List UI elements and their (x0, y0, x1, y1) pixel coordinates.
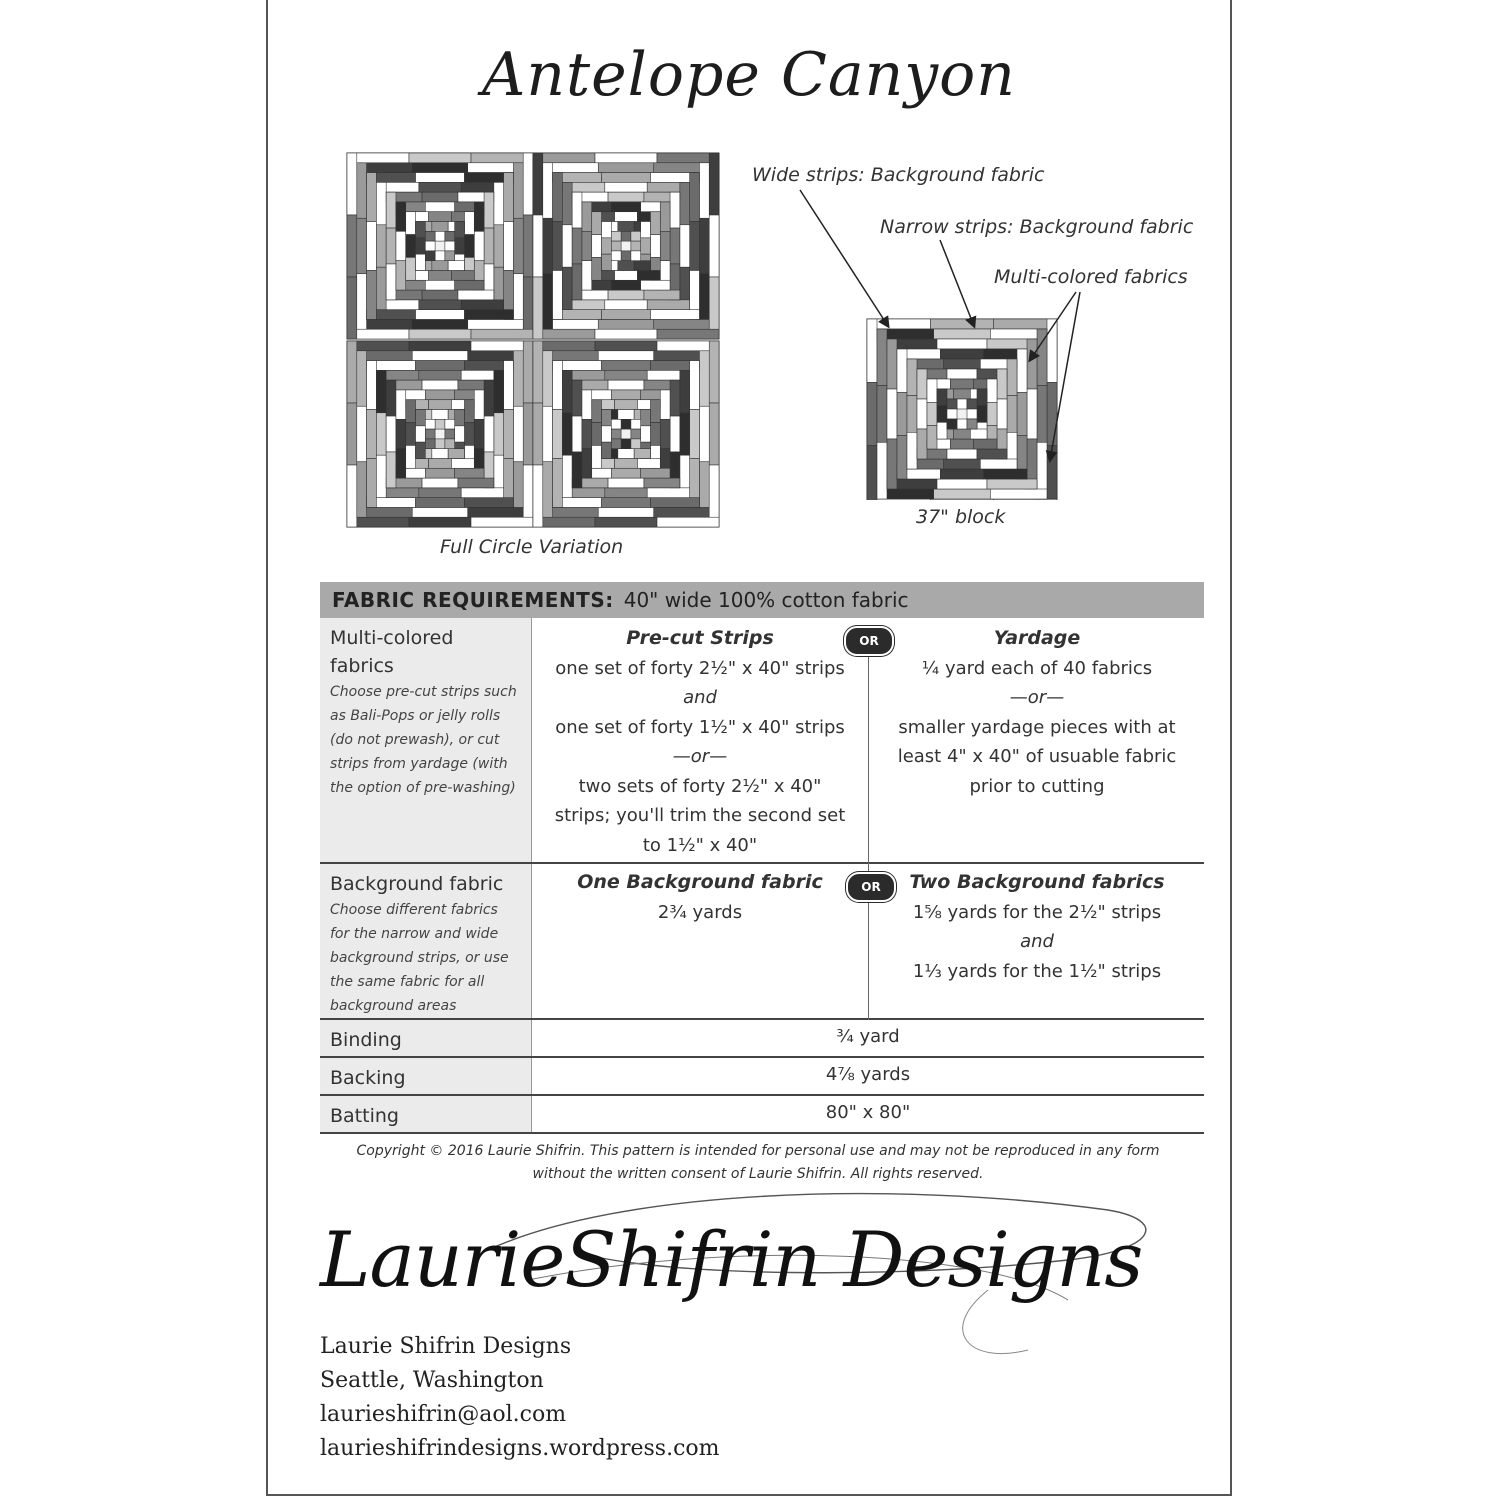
batting-value: 80" x 80" (825, 1102, 911, 1123)
wide-strips-label: Wide strips: Background fabric (752, 164, 1045, 186)
quilt-strip (654, 507, 709, 517)
table-row-batting (320, 1096, 1204, 1134)
block-caption: 37" block (916, 506, 1006, 528)
text-line: ¼ yard each of 40 fabrics (921, 657, 1153, 679)
text-line: least 4" x 40" of usuable fabric (897, 746, 1177, 767)
quilt-strip (595, 517, 657, 527)
quilt-strip (412, 507, 467, 517)
requirements-subheading: 40" wide 100% cotton fabric (623, 588, 909, 612)
narrow-strips-label: Narrow strips: Background fabric (880, 216, 1194, 238)
contact-name: Laurie Shifrin Designs (320, 1334, 572, 1359)
quilt-strip (409, 517, 471, 527)
precut-cell (532, 624, 868, 860)
two-backgrounds-heading: Two Background fabrics (909, 871, 1165, 893)
backing-value: 4⅞ yards (825, 1064, 911, 1085)
text-line: strips; you'll trim the second set (554, 805, 846, 826)
two-backgrounds-cell (870, 868, 1204, 986)
row-note: Choose different fabrics for the narrow and wide background strips, or use the same fabric for all background areas (330, 902, 509, 1014)
row-note: Choose pre-cut strips such as Bali-Pops or jelly rolls (do not prewash), or cut strips from yardage (with the option of pre-washing) (330, 684, 517, 796)
text-line: and (1020, 931, 1054, 952)
row-label: Batting (330, 1105, 399, 1127)
text-line: to 1½" x 40" (642, 834, 758, 856)
quilt-strip (598, 507, 653, 517)
text-line: one set of forty 2½" x 40" strips (555, 657, 845, 679)
yardage-heading: Yardage (993, 627, 1081, 649)
pattern-title: Antelope Canyon (482, 40, 1016, 110)
table-row-multi (320, 618, 1204, 864)
row-label-cell (320, 618, 532, 862)
row-label-cell (320, 864, 532, 1018)
contact-website[interactable]: laurieshifrindesigns.wordpress.com (320, 1436, 720, 1461)
table-row-binding (320, 1020, 1204, 1058)
text-line: 1⅓ yards for the 1½" strips (912, 960, 1162, 982)
quilt-strip (468, 507, 523, 517)
binding-value: ¾ yard (836, 1026, 900, 1047)
row-label-cell (320, 1020, 532, 1056)
text-line: 2¾ yards (657, 901, 743, 923)
yardage-cell (870, 624, 1204, 801)
laurie-shifrin-designs-logo: LaurieShifrin Designs (320, 1215, 1143, 1304)
copyright-line: Copyright © 2016 Laurie Shifrin. This pattern is intended for personal use and may not be reproduced in any form (356, 1143, 1160, 1159)
contact-email[interactable]: laurieshifrin@aol.com (320, 1402, 567, 1427)
one-background-heading: One Background fabric (577, 871, 823, 893)
contact-city: Seattle, Washington (320, 1368, 544, 1393)
text-line: and (683, 687, 717, 708)
fabric-requirements-header (320, 582, 1204, 618)
row-label: Backing (330, 1067, 406, 1089)
multi-colored-label: Multi-colored fabrics (994, 266, 1188, 288)
text-line: smaller yardage pieces with at (898, 716, 1176, 738)
row-label: Background fabric (330, 873, 504, 895)
row-label-cell (320, 1058, 532, 1094)
table-row-backing (320, 1058, 1204, 1096)
or-badge: OR (844, 626, 894, 656)
text-line: one set of forty 1½" x 40" strips (555, 716, 845, 738)
text-line: —or— (672, 746, 728, 767)
precut-heading: Pre-cut Strips (626, 627, 774, 649)
text-line: two sets of forty 2½" x 40" (578, 775, 822, 797)
callout-arrows (268, 0, 1234, 500)
requirements-heading: FABRIC REQUIREMENTS: (332, 588, 614, 612)
row-label-cell (320, 1096, 532, 1132)
or-badge: OR (846, 872, 896, 902)
column-divider (868, 644, 869, 864)
text-line: 1⅝ yards for the 2½" strips (912, 901, 1162, 923)
table-row-background (320, 864, 1204, 1020)
copyright-line: without the written consent of Laurie Shifrin. All rights reserved. (532, 1166, 984, 1182)
quilt-strip (471, 517, 533, 527)
pattern-card (266, 0, 1232, 1496)
one-background-cell (532, 868, 868, 927)
quilt-strip (657, 517, 719, 527)
row-label: Multi-colored fabrics (330, 627, 454, 677)
row-label: Binding (330, 1029, 402, 1051)
contact-block (320, 1330, 720, 1466)
text-line: prior to cutting (969, 775, 1105, 797)
full-circle-caption: Full Circle Variation (440, 536, 624, 558)
text-line: —or— (1009, 687, 1065, 708)
